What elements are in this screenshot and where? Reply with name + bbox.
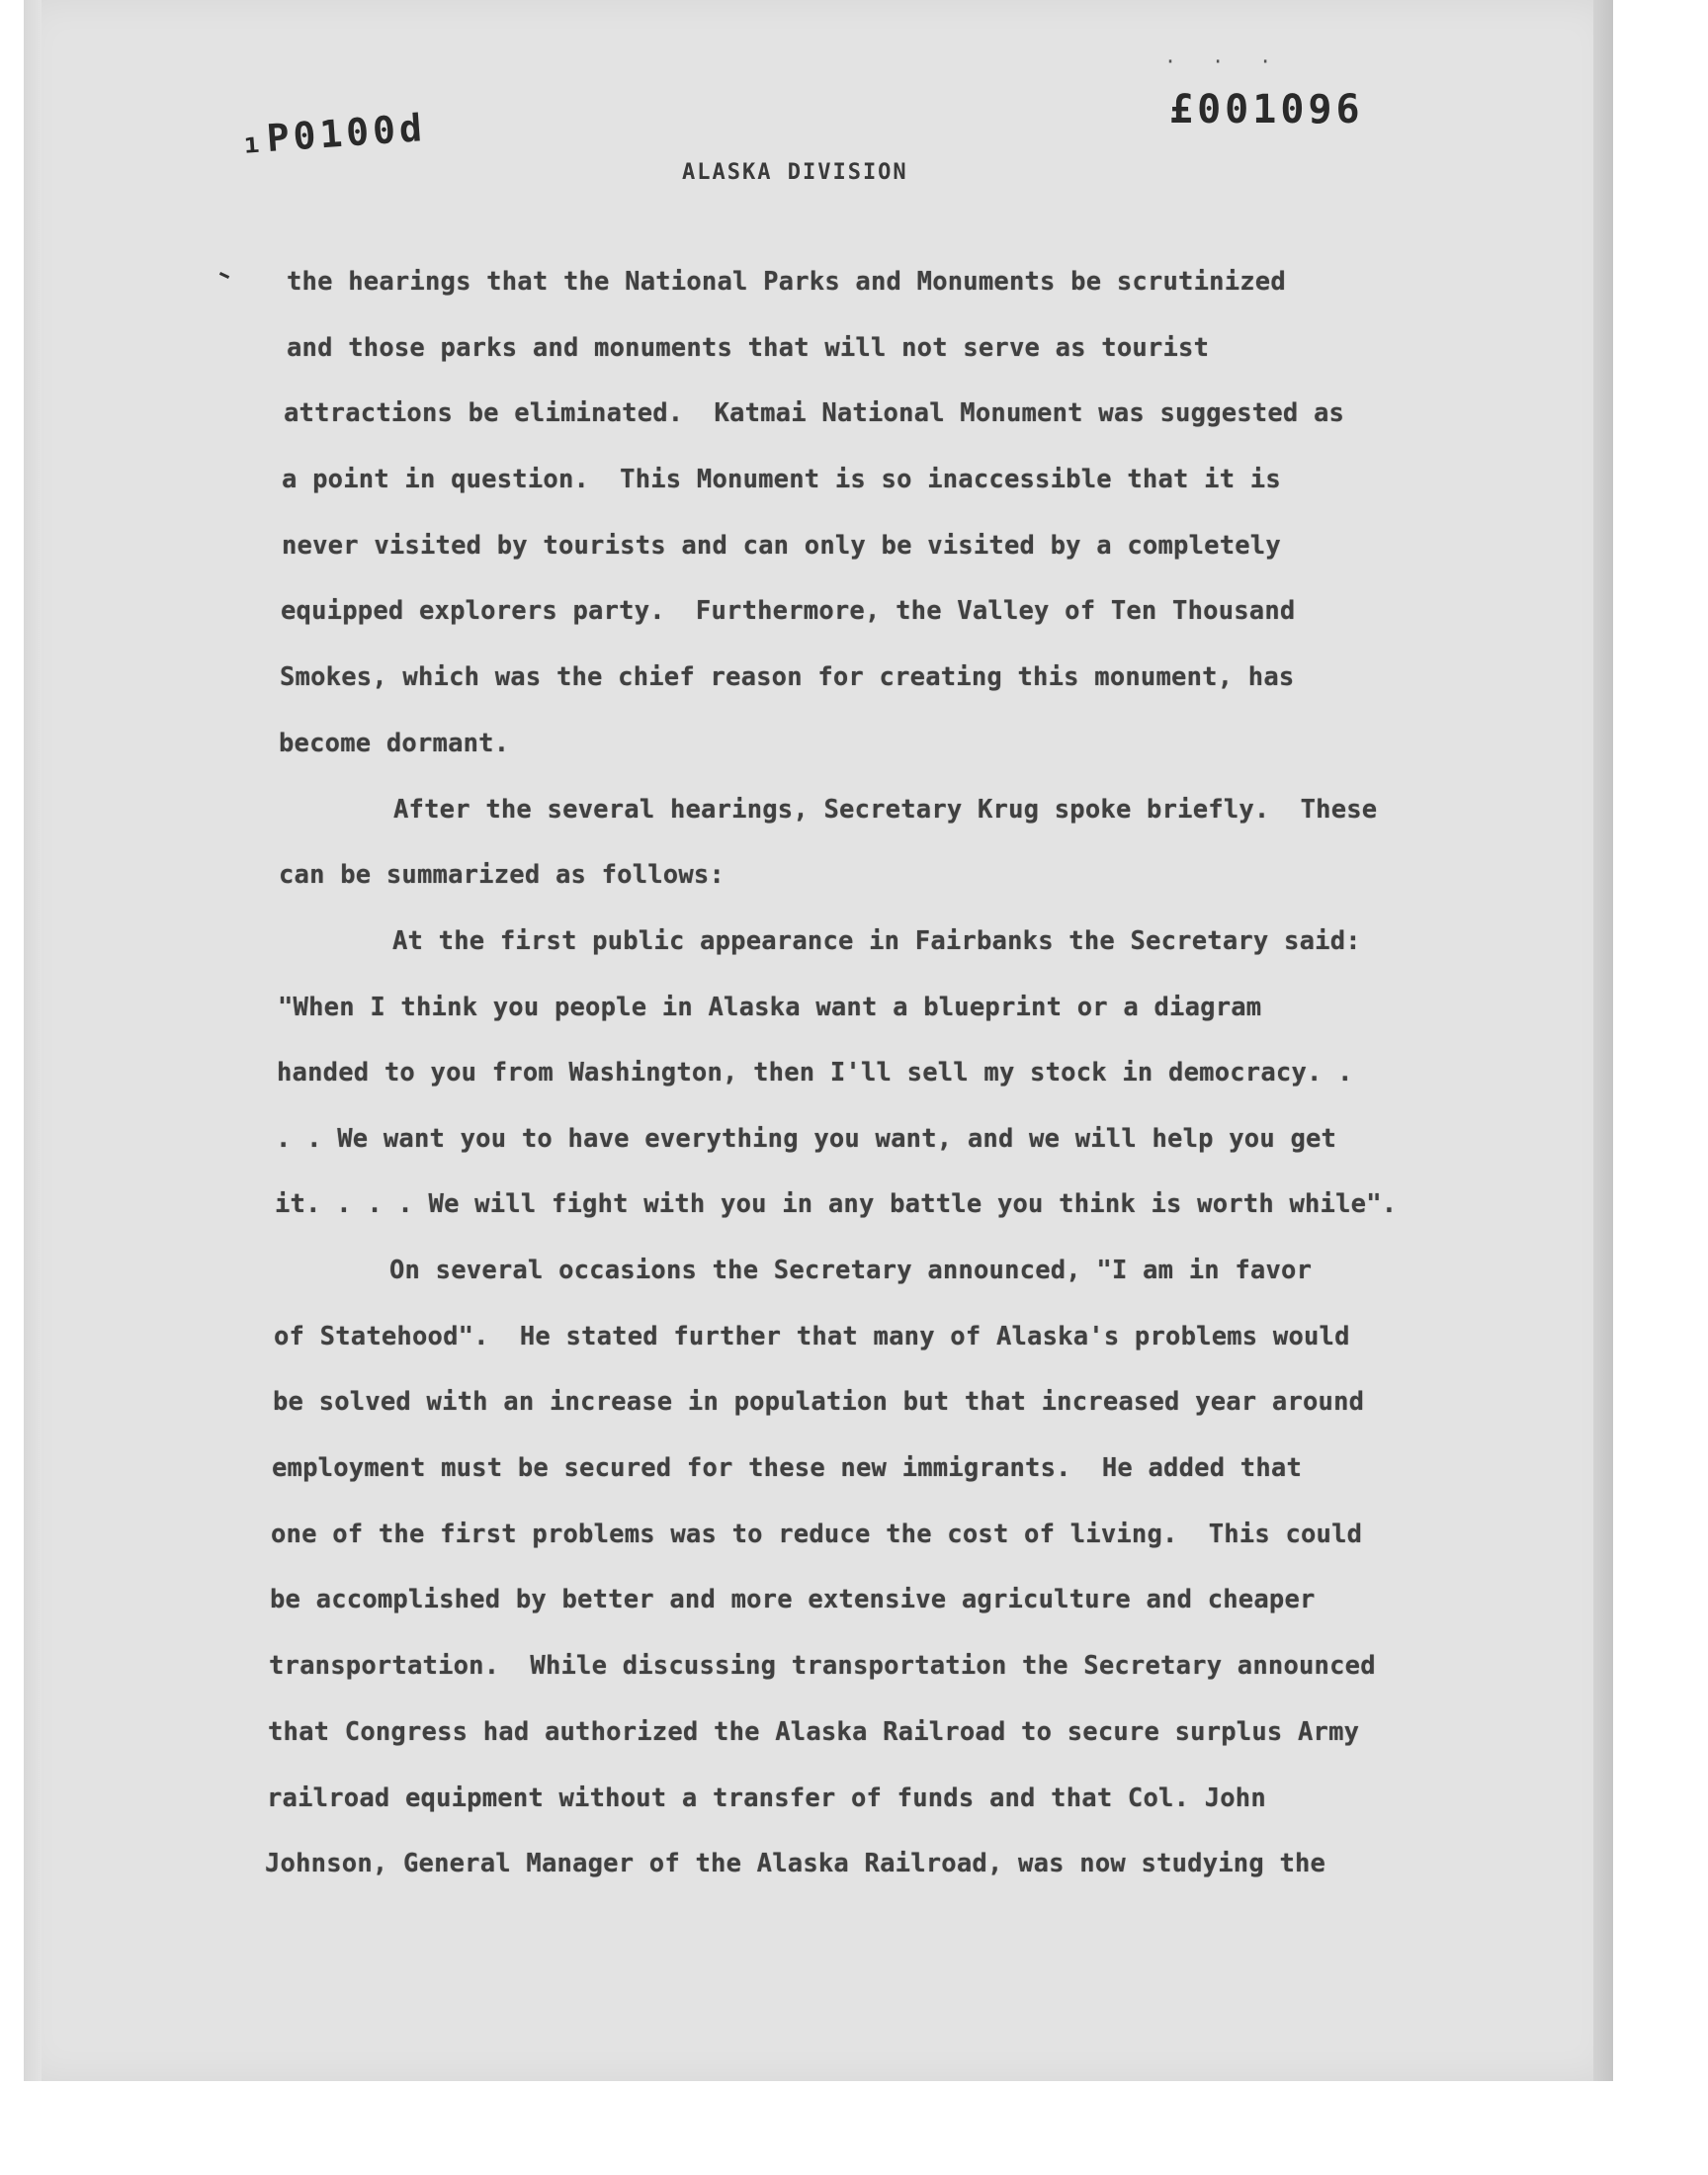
text-line: railroad equipment without a transfer of funds and that Col. John xyxy=(267,1784,1266,1813)
page-right-edge-shadow xyxy=(1593,0,1613,2081)
text-line: . . We want you to have everything you want, and we will help you get xyxy=(276,1124,1337,1154)
scanned-page xyxy=(24,0,1611,2081)
text-line: be accomplished by better and more extensive agriculture and cheaper xyxy=(270,1585,1316,1614)
text-line: After the several hearings, Secretary Krug spoke briefly. These xyxy=(393,795,1378,825)
text-line: handed to you from Washington, then I'll sell my stock in democracy. . xyxy=(277,1058,1353,1088)
text-line: the hearings that the National Parks and Monuments be scrutinized xyxy=(287,267,1286,297)
text-line: equipped explorers party. Furthermore, the Valley of Ten Thousand xyxy=(281,596,1296,626)
text-line: Johnson, General Manager of the Alaska Railroad, was now studying the xyxy=(265,1849,1326,1878)
page-heading: ALASKA DIVISION xyxy=(682,160,908,185)
text-line: become dormant. xyxy=(279,729,510,758)
text-line: employment must be secured for these new immigrants. He added that xyxy=(272,1453,1303,1483)
document-stamp-number-right: £001096 xyxy=(1169,87,1364,132)
document-stamp-number-left: ₁P0100d xyxy=(238,105,428,162)
text-line: a point in question. This Monument is so inaccessible that it is xyxy=(282,465,1281,494)
text-line: of Statehood". He stated further that many of Alaska's problems would xyxy=(274,1322,1350,1351)
text-line: can be summarized as follows: xyxy=(279,860,726,890)
top-dots-mark: · · · xyxy=(1164,49,1284,73)
text-line: attractions be eliminated. Katmai National Monument was suggested as xyxy=(284,398,1345,428)
page-left-edge-shadow xyxy=(24,0,42,2081)
text-line: transportation. While discussing transportation the Secretary announced xyxy=(269,1651,1376,1681)
text-line: and those parks and monuments that will not serve as tourist xyxy=(287,333,1210,363)
text-line: one of the first problems was to reduce the cost of living. This could xyxy=(271,1520,1363,1549)
text-line: it. . . . We will fight with you in any battle you think is worth while". xyxy=(275,1189,1398,1219)
text-line: "When I think you people in Alaska want a blueprint or a diagram xyxy=(278,993,1262,1022)
text-line: At the first public appearance in Fairbanks the Secretary said: xyxy=(392,926,1361,956)
text-line: be solved with an increase in population but that increased year around xyxy=(273,1387,1365,1417)
text-line: that Congress had authorized the Alaska Railroad to secure surplus Army xyxy=(268,1717,1360,1747)
text-line: never visited by tourists and can only be visited by a completely xyxy=(282,531,1281,561)
text-line: Smokes, which was the chief reason for creating this monument, has xyxy=(280,662,1295,692)
text-line: On several occasions the Secretary announced, "I am in favor xyxy=(389,1256,1313,1285)
